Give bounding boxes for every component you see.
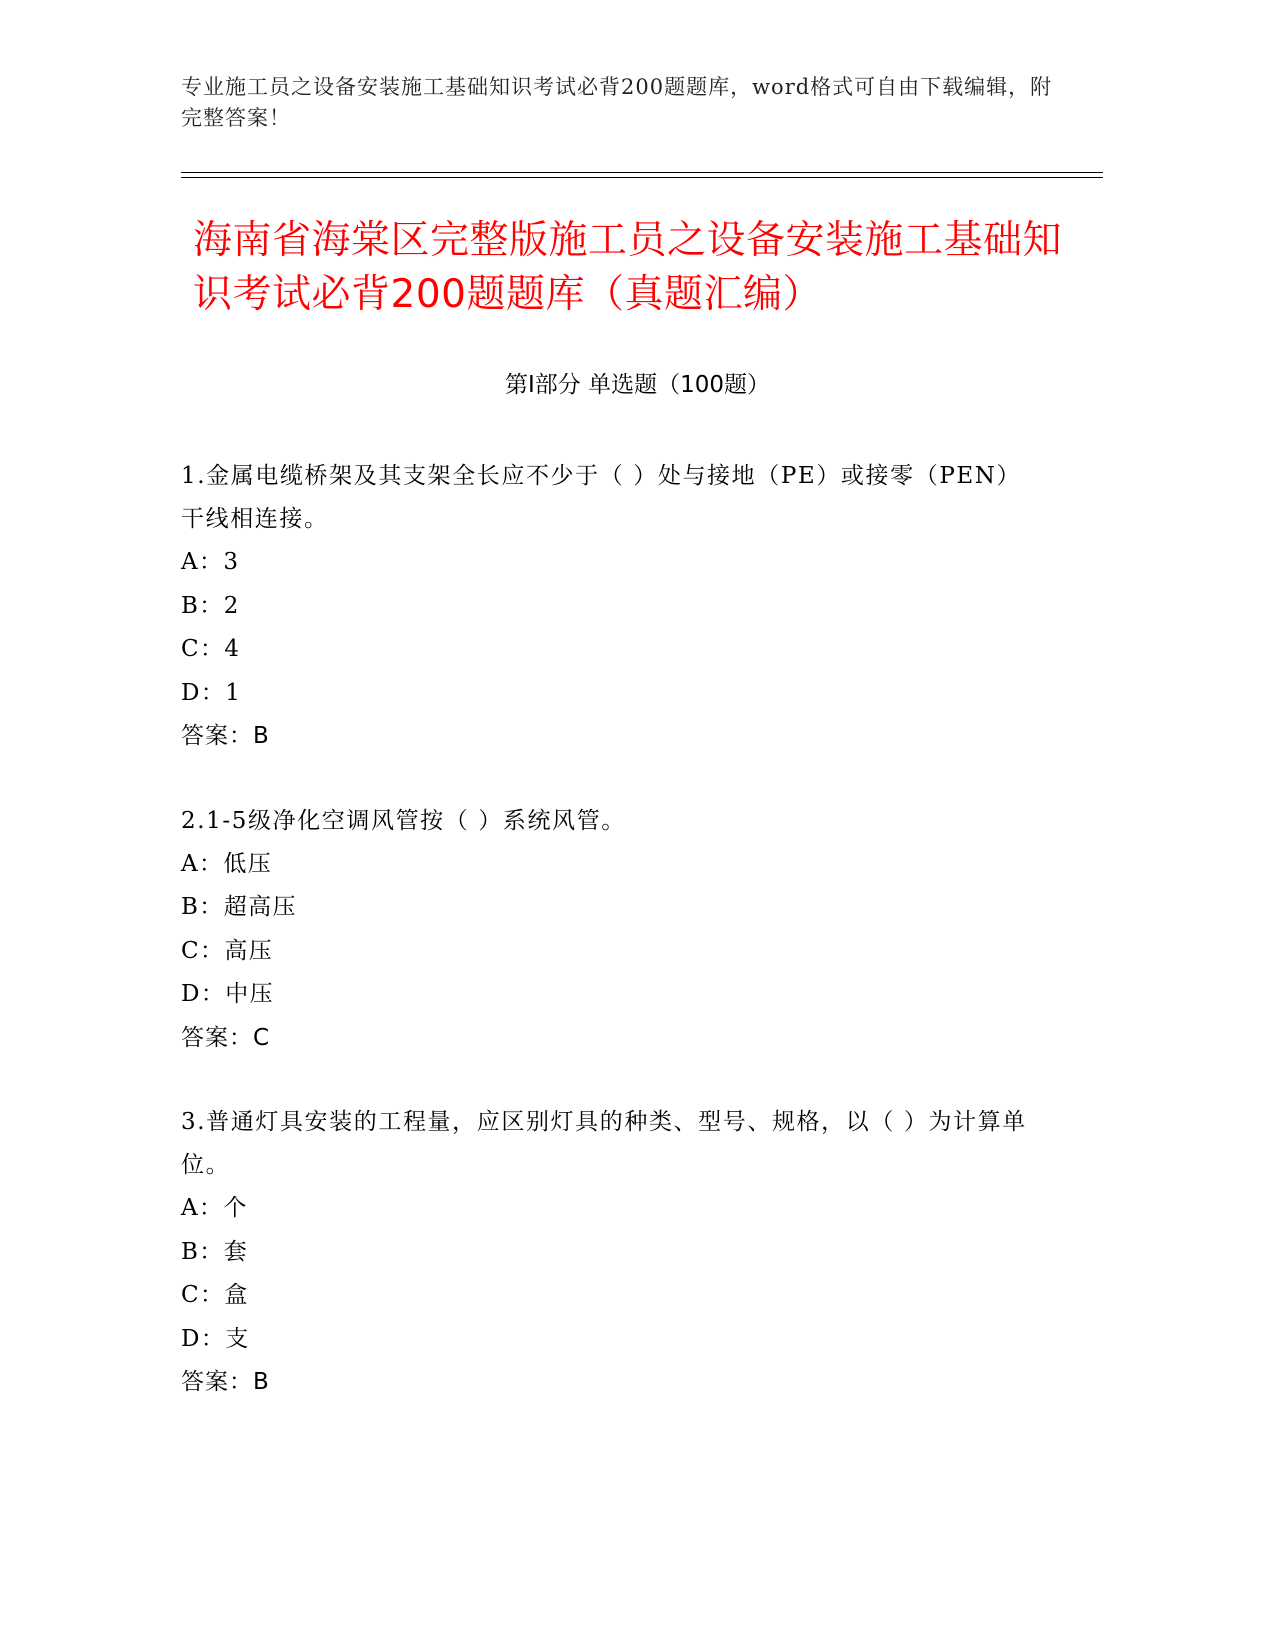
- option-d: D：支: [181, 1325, 250, 1352]
- question-2: [181, 800, 1041, 1061]
- option-d: D：中压: [181, 981, 275, 1007]
- question-list: [181, 455, 1041, 1446]
- answer-line: 答案：C: [181, 1024, 271, 1051]
- document-title: 海南省海棠区完整版施工员之设备安装施工基础知识考试必背200题题库（真题汇编）: [193, 218, 1063, 317]
- option-c: C：高压: [181, 937, 274, 964]
- header-divider-top: [181, 172, 1103, 173]
- option-b: B：2: [181, 592, 240, 619]
- answer-line: 答案：B: [181, 1369, 270, 1395]
- header-note: 专业施工员之设备安装施工基础知识考试必背200题题库，word格式可自由下载编辑，附完整答案！: [181, 75, 1053, 130]
- option-b: B：套: [181, 1238, 249, 1265]
- option-a: A：低压: [181, 850, 273, 877]
- option-a: A：个: [181, 1195, 248, 1221]
- question-1: [181, 455, 1041, 759]
- question-3: [181, 1101, 1041, 1405]
- option-d: D：1: [181, 679, 242, 706]
- option-a: A：3: [181, 549, 240, 575]
- option-c: C：盒: [181, 1282, 249, 1308]
- section-title: 第Ⅰ部分 单选题（100题）: [505, 372, 770, 398]
- answer-line: 答案：B: [181, 723, 270, 749]
- header-divider-bottom: [181, 177, 1103, 178]
- question-stem: 3.普通灯具安装的工程量，应区别灯具的种类、型号、规格，以（ ）为计算单位。: [181, 1109, 1027, 1178]
- option-c: C：4: [181, 636, 241, 662]
- question-stem: 2.1-5级净化空调风管按（ ）系统风管。: [181, 807, 626, 834]
- question-stem: 1.金属电缆桥架及其支架全长应不少于（ ）处与接地（PE）或接零（PEN）干线相连接。: [181, 463, 1022, 532]
- option-b: B：超高压: [181, 894, 297, 920]
